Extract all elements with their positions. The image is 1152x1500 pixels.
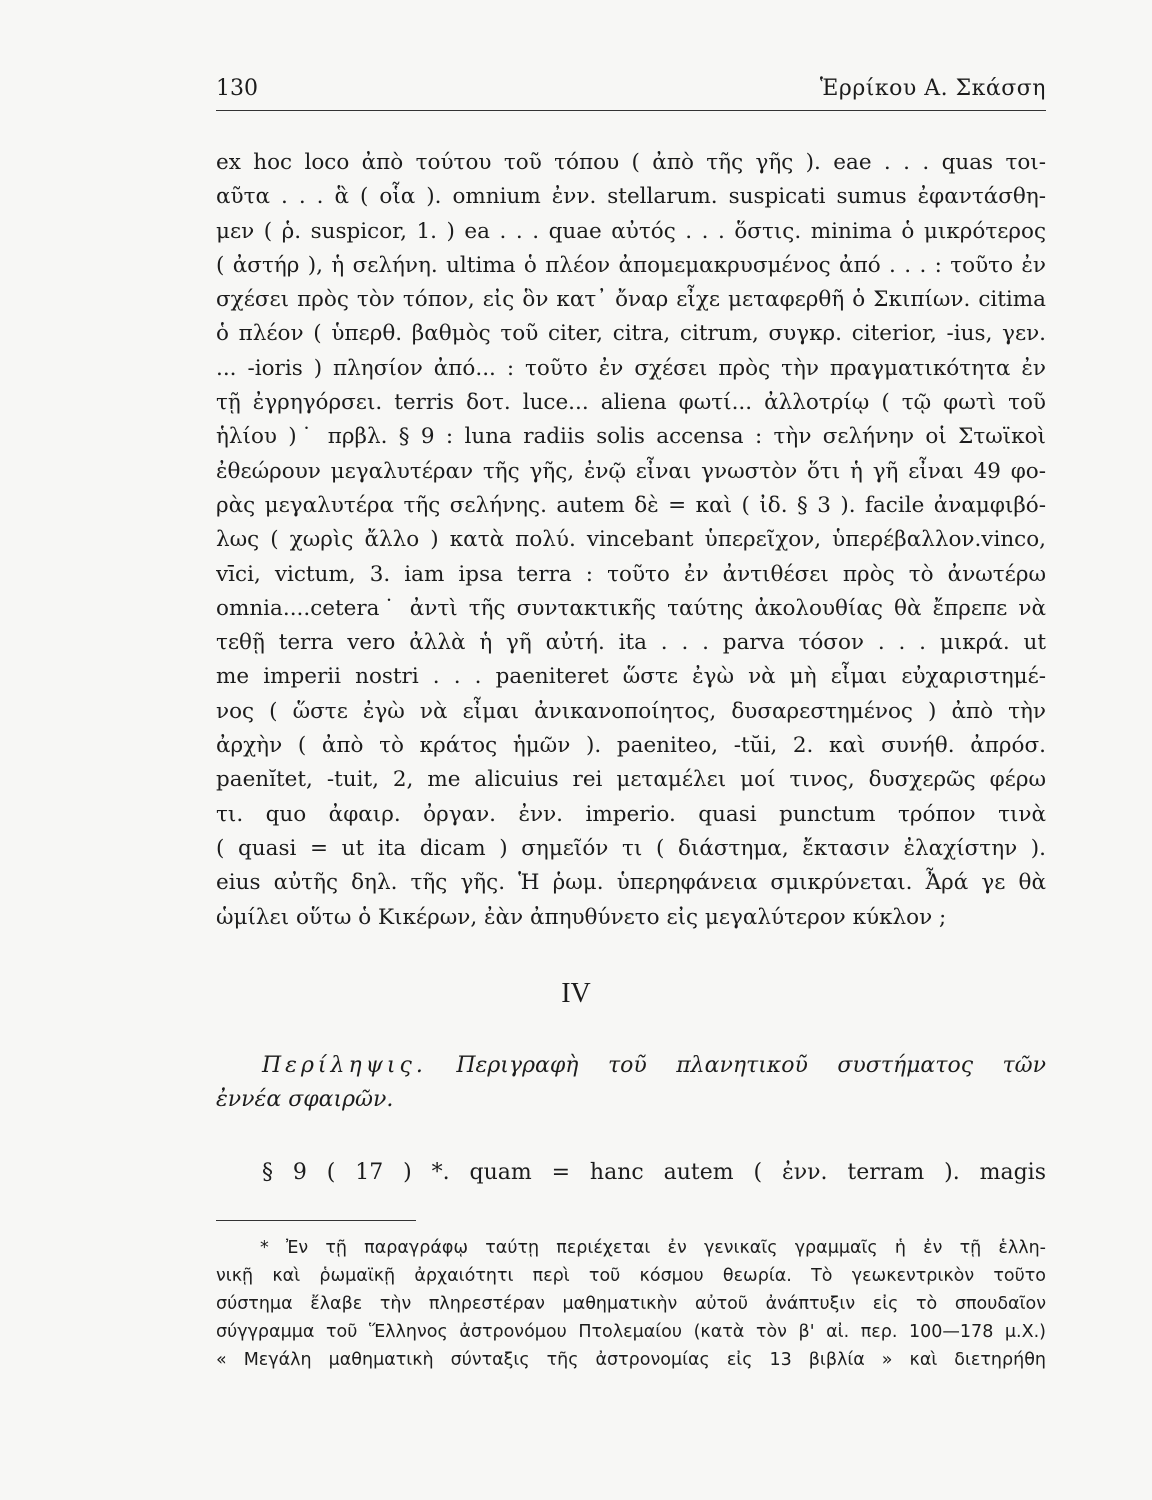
text-line: ex hoc loco ἀπὸ τούτου τοῦ τόπου ( ἀπὸ τῆς γῆς ). eae . . . quas τοι-: [216, 150, 1046, 175]
text-line: τεθῇ terra vero ἀλλὰ ἡ γῆ αὐτή. ita . . . parva τόσον . . . μικρά. ut: [216, 630, 1046, 656]
paragraph-start: § 9 ( 17 ) *. quam = hanc autem ( ἐνν. terram ). magis: [262, 1160, 1046, 1185]
section-summary: [216, 1049, 1046, 1117]
text-line: ρὰς μεγαλυτέρα τῆς σελήνης. autem δὲ = καὶ ( ἰδ. § 3 ). facile ἀναμφιβό-: [216, 492, 1046, 518]
text-line: μεν ( ῥ. suspicor, 1. ) ea . . . quae αὐτός . . . ὅστις. minima ὁ μικρότερος: [216, 218, 1046, 244]
footnote: [216, 1234, 1046, 1374]
footnote-line: « Μεγάλη μαθηματικὴ σύνταξις τῆς ἀστρονομίας εἰς 13 βιβλία » καὶ διετηρήθη: [216, 1350, 1046, 1370]
text-line: ἀρχὴν ( ἀπὸ τὸ κράτος ἡμῶν ). paeniteo, -tŭi, 2. καὶ συνήθ. ἀπρόσ.: [216, 733, 1046, 759]
text-line: paenĭtet, -tuit, 2, me alicuius rei μεταμέλει μοί τινος, δυσχερῶς φέρω: [216, 767, 1046, 793]
section-heading: IV: [561, 978, 591, 1009]
text-line: τι. quo ἀφαιρ. ὀργαν. ἐνν. imperio. quasi punctum τρόπον τινὰ: [216, 801, 1046, 827]
text-line: τῇ ἐγρηγόρσει. terris δοτ. luce... aliena φωτί... ἀλλοτρίῳ ( τῷ φωτὶ τοῦ: [216, 390, 1046, 416]
header-rule: [216, 110, 1046, 111]
text-line: νος ( ὥστε ἐγὼ νὰ εἶμαι ἀνικανοποίητος, δυσαρεστημένος ) ἀπὸ τὴν: [216, 698, 1046, 724]
page-number: 130: [216, 76, 258, 101]
text-line: ἐθεώρουν μεγαλυτέραν τῆς γῆς, ἐνῷ εἶναι γνωστὸν ὅτι ἡ γῆ εἶναι 49 φο-: [216, 458, 1046, 484]
text-line: ( ἀστήρ ), ἡ σελήνη. ultima ὁ πλέον ἀπομεμακρυσμένος ἀπό . . . : τοῦτο ἐν: [216, 252, 1046, 278]
text-line: vīci, victum, 3. iam ipsa terra : τοῦτο ἐν ἀντιθέσει πρὸς τὸ ἀνωτέρω: [216, 561, 1046, 587]
page-header: [216, 72, 1046, 112]
text-line: ὁ πλέον ( ὑπερθ. βαθμὸς τοῦ citer, citra, citrum, συγκρ. citerior, -ius, γεν.: [216, 321, 1046, 347]
text-line: ( quasi = ut ita dicam ) σημεῖόν τι ( διάστημα, ἔκτασιν ἐλαχίστην ).: [216, 835, 1046, 861]
commentary-text: [216, 146, 1046, 935]
text-line: αῦτα . . . ἃ ( οἷα ). omnium ἐνν. stellarum. suspicati sumus ἐφαντάσθη-: [216, 184, 1046, 210]
text-line: ἡλίου )˙ πρβλ. § 9 : luna radiis solis accensa : τὴν σελήνην οἱ Στωϊκοὶ: [216, 424, 1046, 450]
running-head: Ἑρρίκου Α. Σκάσση: [819, 76, 1046, 101]
footnote-line: σύγγραμμα τοῦ Ἕλληνος ἀστρονόμου Πτολεμαίου (κατὰ τὸν β' αἰ. περ. 100—178 μ.Χ.): [216, 1322, 1046, 1342]
text-line: σχέσει πρὸς τὸν τόπον, εἰς ὃν κατ᾽ ὄναρ εἶχε μεταφερθῆ ὁ Σκιπίων. citima: [216, 287, 1046, 313]
summary-text: Περιγραφὴ τοῦ πλανητικοῦ συστήματος τῶν: [456, 1053, 1046, 1078]
summary-label: Περίληψις.: [262, 1053, 427, 1078]
footnote-line: σύστημα ἔλαβε τὴν πληρεστέραν μαθηματικὴν αὐτοῦ ἀνάπτυξιν εἰς τὸ σπουδαῖον: [216, 1294, 1046, 1314]
text-line: ... -ioris ) πλησίον ἀπό... : τοῦτο ἐν σχέσει πρὸς τὴν πραγματικότητα ἐν: [216, 355, 1046, 381]
summary-continuation: ἐννέα σφαιρῶν.: [216, 1087, 394, 1112]
footnote-rule: [216, 1220, 416, 1221]
footnote-line: νικῇ καὶ ῥωμαϊκῇ ἀρχαιότητι περὶ τοῦ κόσμου θεωρία. Τὸ γεωκεντρικὸν τοῦτο: [216, 1266, 1046, 1286]
text-line: λως ( χωρὶς ἄλλο ) κατὰ πολύ. vincebant ὑπερεῖχον, ὑπερέβαλλον.vinco,: [216, 527, 1046, 553]
summary-line: [262, 1049, 1046, 1083]
footnote-line: * Ἐν τῇ παραγράφῳ ταύτῃ περιέχεται ἐν γενικαῖς γραμμαῖς ἡ ἐν τῇ ἑλλη-: [260, 1238, 1046, 1258]
text-line: omnia....cetera˙ ἀντὶ τῆς συντακτικῆς ταύτης ἀκολουθίας θὰ ἔπρεπε νὰ: [216, 595, 1046, 621]
text-line: ὡμίλει οὕτω ὁ Κικέρων, ἐὰν ἀπηυθύνετο εἰς μεγαλύτερον κύκλον ;: [216, 904, 947, 930]
text-line: eius αὐτῆς δηλ. τῆς γῆς. Ἡ ῥωμ. ὑπερηφάνεια σμικρύνεται. Ἆρά γε θὰ: [216, 870, 1046, 896]
text-line: me imperii nostri . . . paeniteret ὥστε ἐγὼ νὰ μὴ εἶμαι εὐχαριστημέ-: [216, 664, 1046, 690]
